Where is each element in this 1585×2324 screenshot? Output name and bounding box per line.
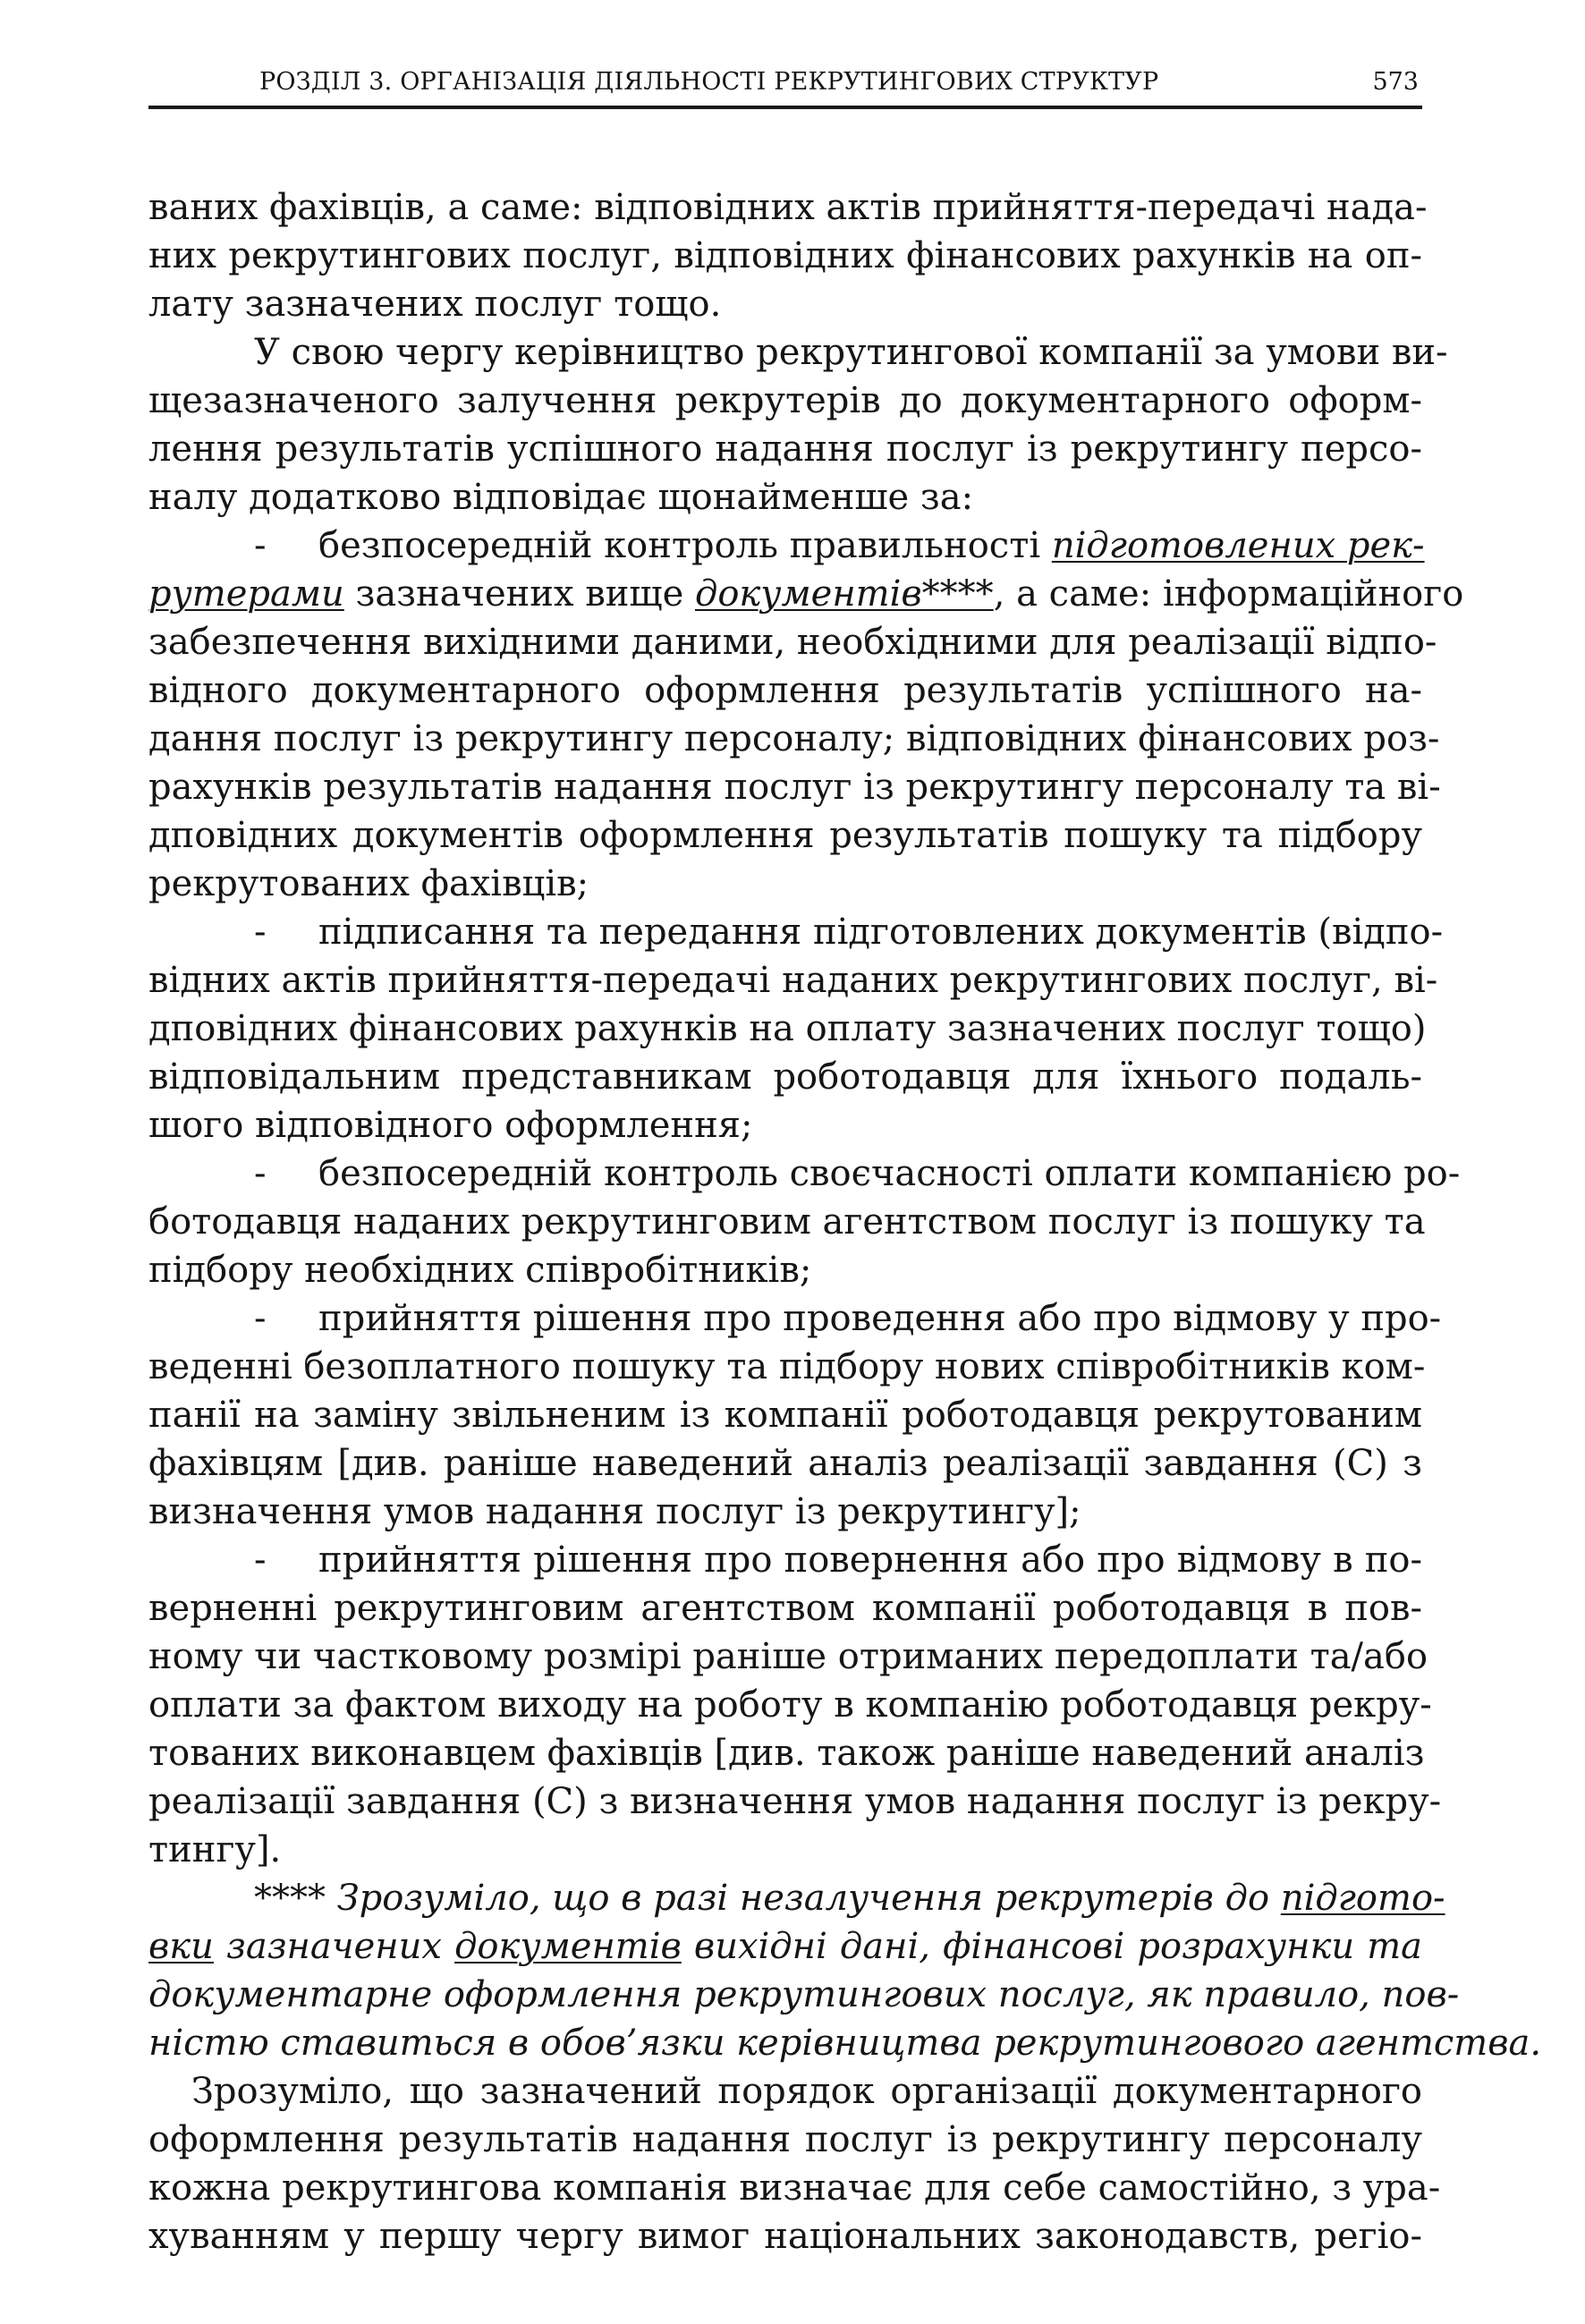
text-span: безпосередній контроль правильності bbox=[318, 525, 1052, 566]
text-line: забезпечення вихідними даними, необхідними для реалізації відпо- bbox=[148, 622, 1437, 663]
text-line: відного документарного оформлення результатів успішного на- bbox=[148, 670, 1422, 711]
text-line: У свою чергу керівництво рекрутингової компанії за умови ви- bbox=[254, 332, 1448, 373]
text-line: ваних фахівців, а саме: відповідних актів прийняття-передачі нада- bbox=[148, 187, 1428, 228]
text-line: рахунків результатів надання послуг із рекрутингу персоналу та ві- bbox=[148, 767, 1441, 808]
text-line: оплати за фактом виходу на роботу в компанію роботодавця рекру- bbox=[148, 1684, 1432, 1726]
text-line: шого відповідного оформлення; bbox=[148, 1105, 753, 1146]
underlined-term: підготовлених рек- bbox=[1051, 525, 1425, 566]
text-span: , а саме: інформаційного bbox=[993, 573, 1464, 615]
footnote-text: зазначених bbox=[213, 1926, 455, 1967]
text-line: лату зазначених послуг тощо. bbox=[148, 284, 722, 325]
list-item-line bbox=[148, 522, 1425, 570]
text-line: верненні рекрутинговим агентством компанії роботодавця в пов- bbox=[148, 1588, 1422, 1629]
underlined-term: вки bbox=[148, 1926, 214, 1967]
text-line: лення результатів успішного надання послуг із рекрутингу персо- bbox=[148, 428, 1422, 470]
text-span: зазначених вище bbox=[343, 573, 695, 615]
text-line: них рекрутингових послуг, відповідних фінансових рахунків на оп- bbox=[148, 235, 1422, 276]
footnote-line: документарне оформлення рекрутингових послуг, як правило, пов- bbox=[148, 1974, 1460, 2015]
text-line: веденні безоплатного пошуку та підбору нових співробітників ком- bbox=[148, 1346, 1426, 1387]
list-item-line bbox=[148, 1536, 1422, 1584]
list-dash: - bbox=[254, 1539, 267, 1581]
footnote-line bbox=[148, 1874, 1445, 1922]
text-line: дповідних документів оформлення результатів пошуку та підбору bbox=[148, 815, 1422, 856]
text-line: оформлення результатів надання послуг із рекрутингу персоналу bbox=[148, 2119, 1422, 2160]
footnote-line bbox=[148, 1922, 1422, 1971]
running-header-title: РОЗДІЛ 3. ОРГАНІЗАЦІЯ ДІЯЛЬНОСТІ РЕКРУТИНГОВИХ СТРУКТУР bbox=[259, 68, 1159, 96]
list-item-line bbox=[148, 1294, 1442, 1343]
page-number: 573 bbox=[1372, 68, 1419, 96]
text-line: реалізації завдання (С) з визначення умов надання послуг із рекру- bbox=[148, 1781, 1442, 1822]
underlined-term: документів**** bbox=[694, 573, 994, 615]
running-header bbox=[148, 64, 1422, 109]
list-item-line bbox=[148, 1149, 1461, 1198]
text-line: визначення умов надання послуг із рекрутингу]; bbox=[148, 1491, 1081, 1532]
text-line: тованих виконавцем фахівців [див. також раніше наведений аналіз bbox=[148, 1733, 1425, 1774]
text-span: прийняття рішення про повернення або про відмову в по- bbox=[318, 1539, 1422, 1581]
text-line: рекрутованих фахівців; bbox=[148, 863, 589, 904]
text-line: ботодавця наданих рекрутинговим агентством послуг із пошуку та bbox=[148, 1201, 1426, 1243]
list-dash: - bbox=[254, 912, 267, 953]
footnote-text: вихідні дані, фінансові розрахунки та bbox=[681, 1926, 1423, 1967]
text-line: ному чи частковому розмірі раніше отриманих передоплати та/або bbox=[148, 1636, 1428, 1677]
list-dash: - bbox=[254, 1298, 267, 1339]
text-line: підбору необхідних співробітників; bbox=[148, 1250, 812, 1291]
text-span: прийняття рішення про проведення або про відмову у про- bbox=[318, 1298, 1442, 1339]
text-line: дповідних фінансових рахунків на оплату зазначених послуг тощо) bbox=[148, 1008, 1427, 1049]
text-line: відповідальним представникам роботодавця для їхнього подаль- bbox=[148, 1056, 1422, 1098]
text-line: тингу]. bbox=[148, 1829, 282, 1870]
text-line: Зрозуміло, що зазначений порядок організації документарного bbox=[191, 2071, 1422, 2112]
text-span: безпосередній контроль своєчасності оплати компанією ро- bbox=[318, 1153, 1461, 1194]
list-item-line bbox=[148, 908, 1444, 956]
list-dash: - bbox=[254, 525, 267, 566]
underlined-term: підгото- bbox=[1280, 1878, 1445, 1919]
footnote-line: ністю ставиться в обов’язки керівництва рекрутингового агентства. bbox=[148, 2023, 1542, 2064]
text-line bbox=[148, 570, 1464, 618]
footnote-text: **** Зрозуміло, що в разі незалучення рекрутерів до bbox=[254, 1878, 1281, 1919]
text-line: дання послуг із рекрутингу персоналу; відповідних фінансових роз- bbox=[148, 718, 1440, 759]
body-text bbox=[148, 183, 1542, 2260]
underlined-term: рутерами bbox=[148, 573, 344, 615]
text-line: фахівцям [див. раніше наведений аналіз реалізації завдання (С) з bbox=[148, 1443, 1422, 1484]
text-line: щезазначеного залучення рекрутерів до документарного оформ- bbox=[148, 380, 1422, 421]
text-line: налу додатково відповідає щонайменше за: bbox=[148, 477, 974, 518]
text-line: панії на заміну звільненим із компанії роботодавця рекрутованим bbox=[148, 1395, 1422, 1436]
underlined-term: документів bbox=[454, 1926, 682, 1967]
text-span: підписання та передання підготовлених документів (відпо- bbox=[318, 912, 1444, 953]
text-line: відних актів прийняття-передачі наданих рекрутингових послуг, ві- bbox=[148, 960, 1438, 1001]
list-dash: - bbox=[254, 1153, 267, 1194]
text-line: кожна рекрутингова компанія визначає для себе самостійно, з ура- bbox=[148, 2167, 1441, 2209]
text-line: хуванням у першу чергу вимог національних законодавств, регіо- bbox=[148, 2216, 1422, 2257]
